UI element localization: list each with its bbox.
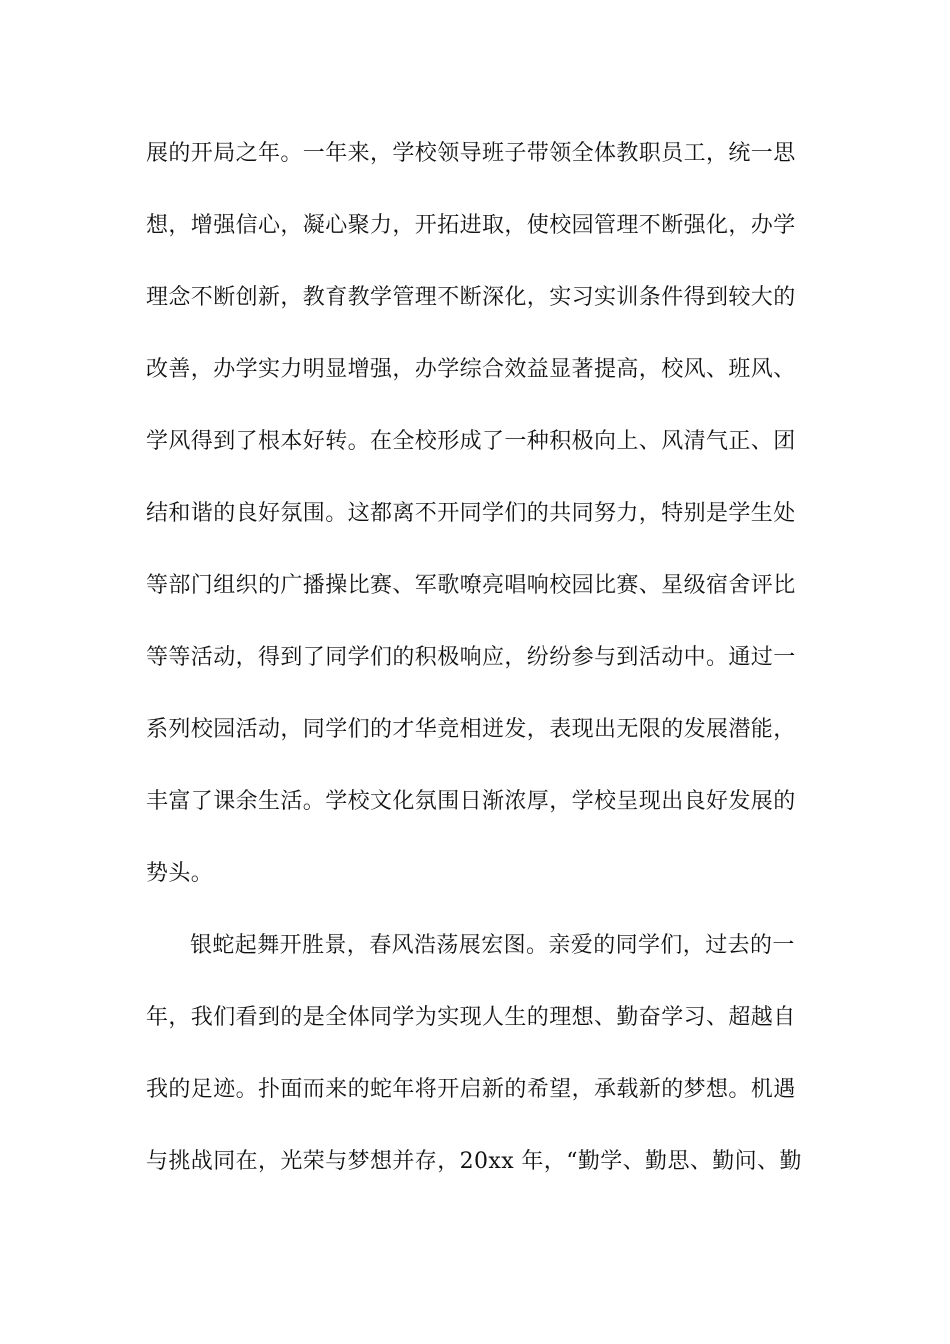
- text-line: 等部门组织的广播操比赛、军歌嘹亮唱响校园比赛、星级宿舍评比: [146, 573, 796, 598]
- text-line: 理念不断创新，教育教学管理不断深化，实习实训条件得到较大的: [146, 285, 796, 310]
- text-line: 等等活动，得到了同学们的积极响应，纷纷参与到活动中。通过一: [146, 645, 796, 670]
- text-line: 势头。: [146, 861, 214, 886]
- text-line: 学风得到了根本好转。在全校形成了一种积极向上、风清气正、团: [146, 429, 796, 454]
- text-line: 想，增强信心，凝心聚力，开拓进取，使校园管理不断强化，办学: [146, 213, 796, 238]
- text-line: 年，我们看到的是全体同学为实现人生的理想、勤奋学习、超越自: [146, 1005, 796, 1030]
- text-line: 我的足迹。扑面而来的蛇年将开启新的希望，承载新的梦想。机遇: [146, 1077, 796, 1102]
- paragraph-first-line: 银蛇起舞开胜景，春风浩荡展宏图。亲爱的同学们，过去的一: [190, 933, 795, 958]
- text-line: 展的开局之年。一年来，学校领导班子带领全体教职员工，统一思: [146, 141, 796, 166]
- text-line: 与挑战同在，光荣与梦想并存，20xx 年，“勤学、勤思、勤问、勤: [146, 1149, 802, 1174]
- text-line: 丰富了课余生活。学校文化氛围日渐浓厚，学校呈现出良好发展的: [146, 789, 796, 814]
- text-line: 改善，办学实力明显增强，办学综合效益显著提高，校风、班风、: [146, 357, 796, 382]
- text-line: 系列校园活动，同学们的才华竞相迸发，表现出无限的发展潜能，: [146, 717, 796, 742]
- text-line: 结和谐的良好氛围。这都离不开同学们的共同努力，特别是学生处: [146, 501, 796, 526]
